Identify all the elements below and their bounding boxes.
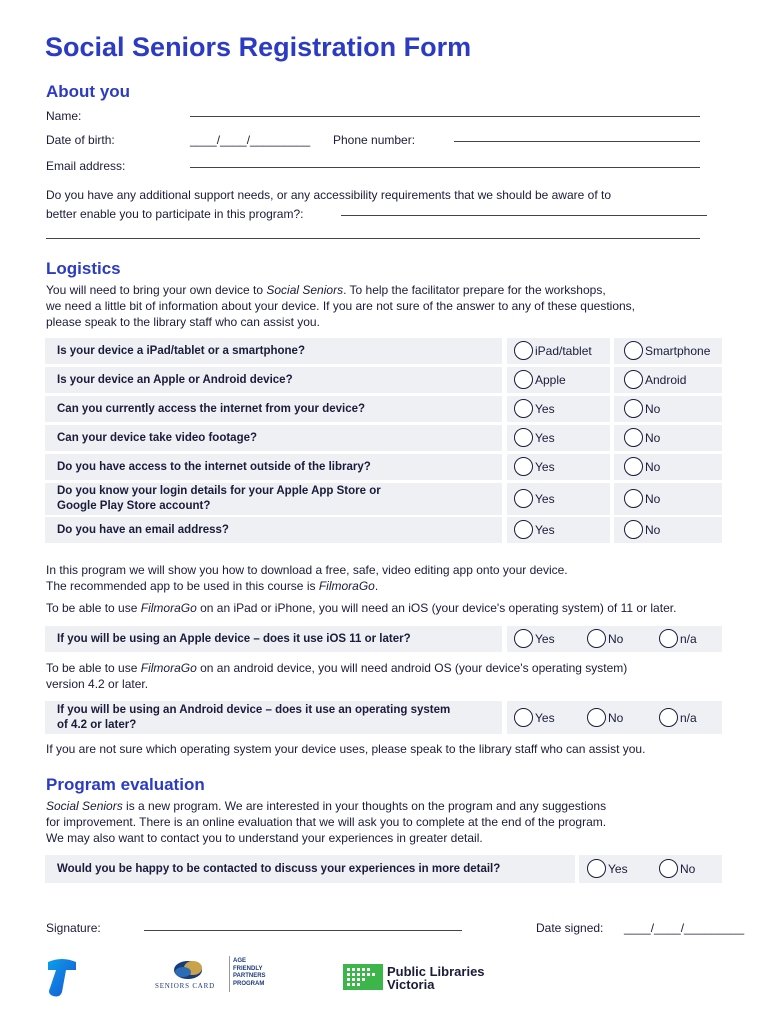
- radio-circle-icon[interactable]: [514, 457, 533, 476]
- radio-circle-icon[interactable]: [624, 489, 643, 508]
- radio-circle-icon[interactable]: [514, 341, 533, 360]
- radio-circle-icon[interactable]: [514, 708, 533, 727]
- question-row: If you will be using an Android device – does it use an operating system of 4.2 or later?: [45, 701, 502, 734]
- radio-circle-icon[interactable]: [624, 341, 643, 360]
- question-row: Can your device take video footage?: [45, 425, 502, 451]
- option-smartphone[interactable]: Smartphone: [624, 341, 710, 360]
- android-option-yes[interactable]: Yes: [514, 708, 555, 727]
- support-field-extra[interactable]: [46, 238, 700, 239]
- question-row: Do you have access to the internet outside of the library?: [45, 454, 502, 480]
- radio-circle-icon[interactable]: [624, 520, 643, 539]
- ios-option-na[interactable]: n/a: [659, 629, 697, 648]
- radio-circle-icon[interactable]: [624, 428, 643, 447]
- evaluation-heading: Program evaluation: [46, 775, 205, 794]
- radio-circle-icon[interactable]: [587, 859, 606, 878]
- public-libraries-victoria-logo: [343, 964, 485, 993]
- logistics-heading: Logistics: [46, 259, 121, 278]
- option-ipad-tablet[interactable]: iPad/tablet: [514, 341, 592, 360]
- phone-field[interactable]: [454, 141, 700, 142]
- email-label: Email address:: [46, 159, 126, 173]
- radio-circle-icon[interactable]: [514, 428, 533, 447]
- app-info: In this program we will show you how to download a free, safe, video editing app onto your device. The recommended app to be used in this course is FilmoraGo.: [46, 563, 568, 593]
- contact-option-no[interactable]: No: [659, 859, 695, 878]
- signature-label: Signature:: [46, 921, 101, 935]
- ios-requirement: To be able to use FilmoraGo on an iPad or iPhone, you will need an iOS (your device's operating system) of 11 or later.: [46, 601, 677, 615]
- option-yes[interactable]: Yes: [514, 520, 555, 539]
- telstra-logo-icon: [44, 958, 80, 1001]
- option-yes[interactable]: Yes: [514, 457, 555, 476]
- phone-label: Phone number:: [333, 133, 416, 147]
- radio-circle-icon[interactable]: [514, 399, 533, 418]
- option-no[interactable]: No: [624, 457, 660, 476]
- name-field[interactable]: [190, 116, 700, 117]
- contact-option-yes[interactable]: Yes: [587, 859, 628, 878]
- seniors-card-text: SENIORS CARD: [155, 982, 215, 990]
- option-no[interactable]: No: [624, 489, 660, 508]
- page-title: Social Seniors Registration Form: [45, 32, 472, 62]
- question-row: Do you know your login details for your Apple App Store or Google Play Store account?: [45, 483, 502, 515]
- radio-circle-icon[interactable]: [659, 708, 678, 727]
- email-field[interactable]: [190, 167, 700, 168]
- radio-circle-icon[interactable]: [514, 489, 533, 508]
- radio-circle-icon[interactable]: [587, 708, 606, 727]
- question-row: Can you currently access the internet from your device?: [45, 396, 502, 422]
- plv-grid-icon: [343, 964, 383, 990]
- name-label: Name:: [46, 109, 82, 123]
- radio-circle-icon[interactable]: [587, 629, 606, 648]
- option-yes[interactable]: Yes: [514, 428, 555, 447]
- radio-circle-icon[interactable]: [624, 399, 643, 418]
- radio-circle-icon[interactable]: [514, 629, 533, 648]
- radio-circle-icon[interactable]: [624, 370, 643, 389]
- option-android[interactable]: Android: [624, 370, 686, 389]
- option-no[interactable]: No: [624, 399, 660, 418]
- question-row: Would you be happy to be contacted to discuss your experiences in more detail?: [45, 855, 575, 883]
- question-row: If you will be using an Apple device – does it use iOS 11 or later?: [45, 626, 502, 652]
- ios-option-no[interactable]: No: [587, 629, 623, 648]
- option-apple[interactable]: Apple: [514, 370, 566, 389]
- evaluation-intro: Social Seniors is a new program. We are interested in your thoughts on the program and any suggestions for improvement. There is an online evaluation that we will ask you to complete at the end of the program. We may also want to contact you to understand your experiences in greater detail.: [46, 799, 607, 845]
- date-signed-field[interactable]: ____/____/_________: [624, 921, 745, 935]
- android-option-na[interactable]: n/a: [659, 708, 697, 727]
- radio-circle-icon[interactable]: [514, 370, 533, 389]
- question-row: Do you have an email address?: [45, 517, 502, 543]
- android-option-no[interactable]: No: [587, 708, 623, 727]
- android-requirement: To be able to use FilmoraGo on an android device, you will need android OS (your device's operating system) version 4.2 or later.: [46, 661, 628, 691]
- date-signed-label: Date signed:: [536, 921, 604, 935]
- radio-circle-icon[interactable]: [514, 520, 533, 539]
- support-field[interactable]: [341, 215, 707, 216]
- option-no[interactable]: No: [624, 428, 660, 447]
- signature-field[interactable]: [144, 930, 462, 931]
- plv-text: Public Libraries Victoria: [387, 964, 485, 992]
- radio-circle-icon[interactable]: [659, 859, 678, 878]
- age-friendly-partners-text: AGE FRIENDLY PARTNERS PROGRAM: [233, 958, 266, 987]
- radio-circle-icon[interactable]: [624, 457, 643, 476]
- support-question-line2: better enable you to participate in this program?:: [46, 207, 304, 221]
- unsure-note: If you are not sure which operating system your device uses, please speak to the library staff who can assist you.: [46, 742, 646, 756]
- question-row: Is your device an Apple or Android device?: [45, 367, 502, 393]
- dob-label: Date of birth:: [46, 133, 115, 147]
- option-yes[interactable]: Yes: [514, 399, 555, 418]
- support-question-line1: Do you have any additional support needs, or any accessibility requirements that we should be aware of to: [46, 188, 611, 202]
- option-yes[interactable]: Yes: [514, 489, 555, 508]
- ios-option-yes[interactable]: Yes: [514, 629, 555, 648]
- radio-circle-icon[interactable]: [659, 629, 678, 648]
- option-no[interactable]: No: [624, 520, 660, 539]
- seniors-card-logo: [155, 958, 266, 997]
- about-heading: About you: [46, 82, 131, 101]
- question-row: Is your device a iPad/tablet or a smartphone?: [45, 338, 502, 364]
- logistics-intro: You will need to bring your own device to Social Seniors. To help the facilitator prepare for the workshops, we need a little bit of information about your device. If you are not sure of the answer to any of these questions, please speak to the library staff who can assist you.: [46, 283, 636, 329]
- dob-field[interactable]: ____/____/_________: [190, 133, 311, 147]
